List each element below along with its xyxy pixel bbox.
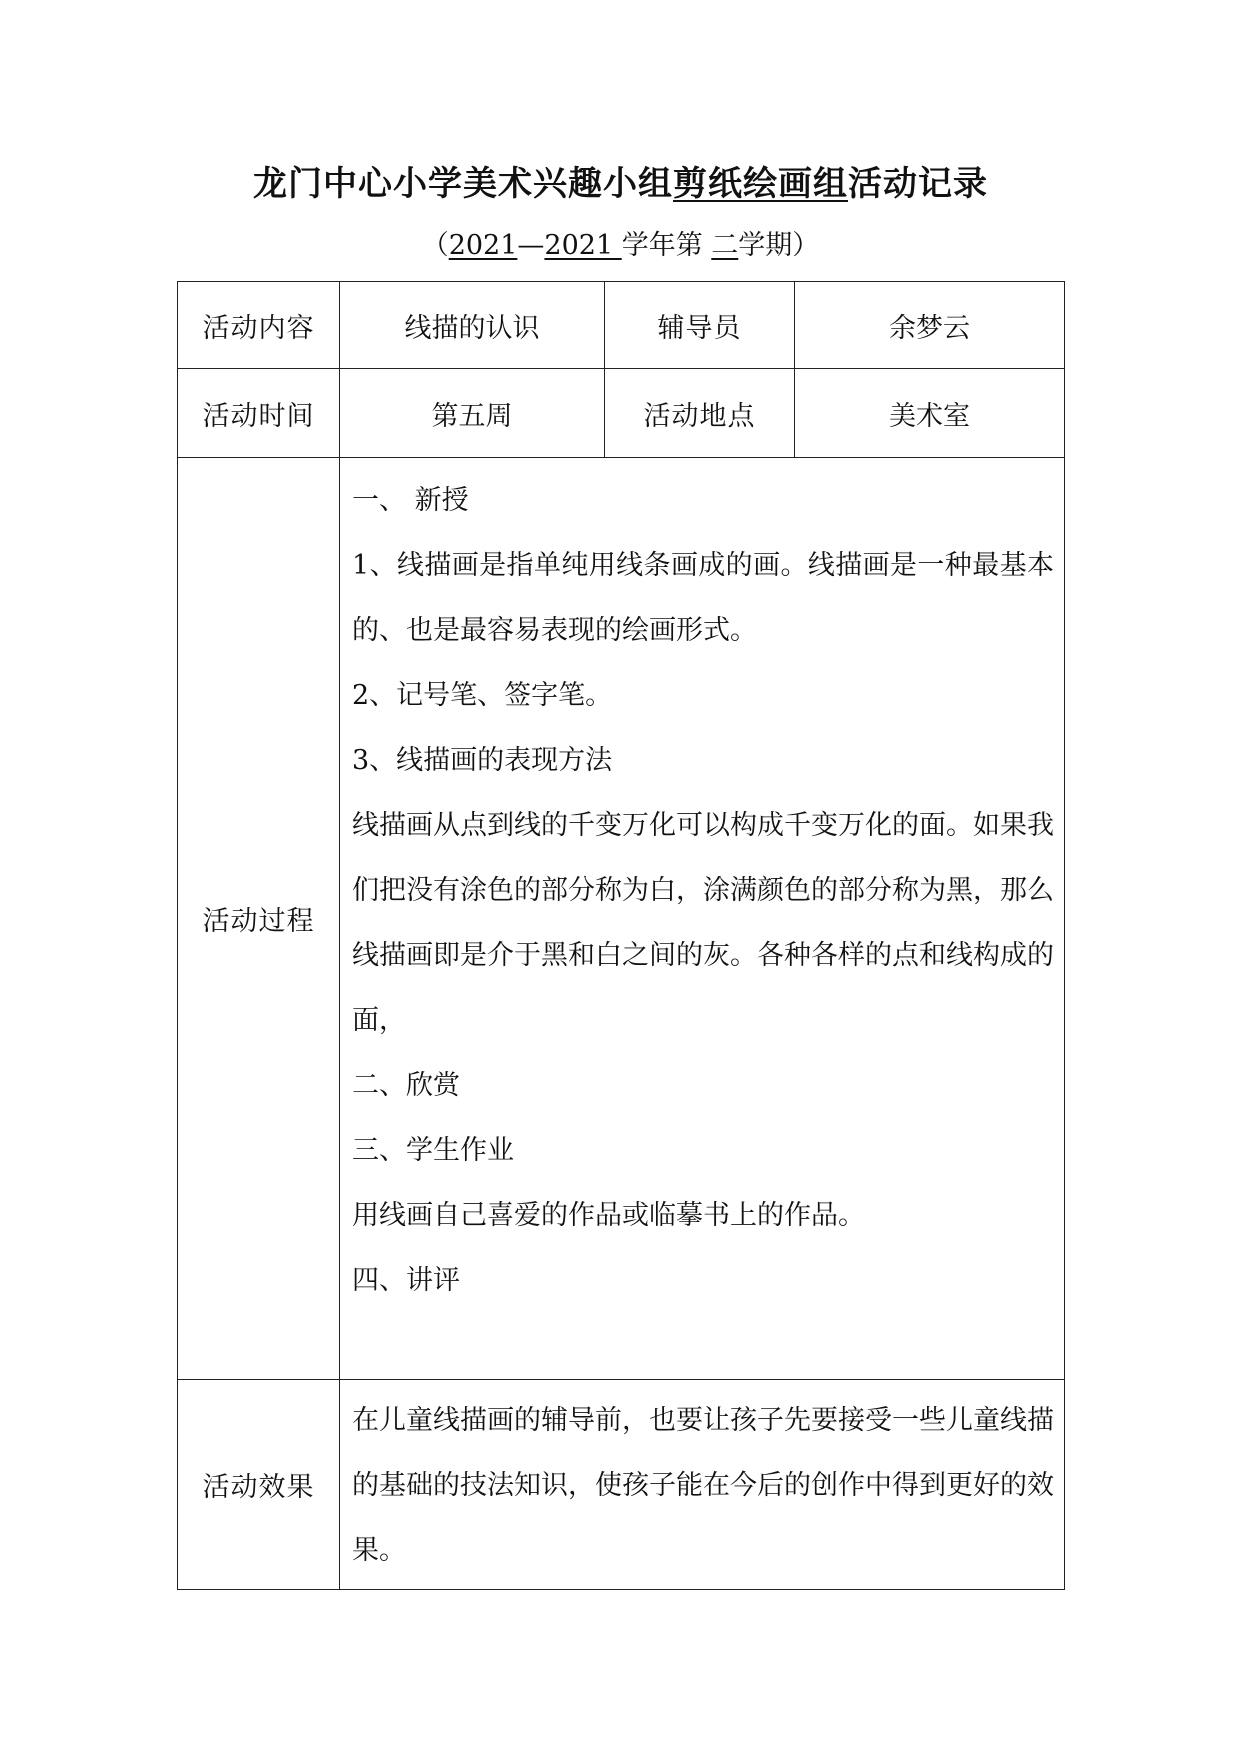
activity-effect-text: 在儿童线描画的辅导前，也要让孩子先要接受一些儿童线描的基础的技法知识，使孩子能在今后的创作中得到更好的效果。 [352, 1405, 1054, 1566]
table-row-content [178, 282, 1065, 369]
term-number: 二 [711, 230, 739, 261]
subtitle-open: （ [421, 230, 449, 261]
instructor-label: 辅导员 [605, 282, 795, 369]
activity-location-label: 活动地点 [605, 369, 795, 458]
school-year-line [0, 228, 1241, 264]
process-line: 三、学生作业 [352, 1135, 514, 1166]
process-line: 四、讲评 [352, 1265, 460, 1296]
table-row-effect [178, 1380, 1065, 1590]
activity-effect-label: 活动效果 [178, 1380, 340, 1590]
subtitle-close: 学期） [738, 230, 820, 261]
activity-content-label: 活动内容 [178, 282, 340, 369]
process-line: 线描画从点到线的千变万化可以构成千变万化的面。如果我们把没有涂色的部分称为白，涂满颜色的部分称为黑，那么线描画即是介于黑和白之间的灰。各种各样的点和线构成的面， [352, 810, 1054, 1036]
title-suffix: 活动记录 [848, 164, 988, 204]
title-group-name: 剪纸绘画组 [673, 164, 848, 204]
process-line: 1、线描画是指单纯用线条画成的画。线描画是一种最基本的、也是最容易表现的绘画形式。 [352, 550, 1054, 646]
subtitle-mid: 学年第 [621, 230, 712, 261]
instructor-value: 余梦云 [795, 282, 1065, 369]
process-line: 用线画自己喜爱的作品或临摹书上的作品。 [352, 1200, 865, 1231]
activity-process-label: 活动过程 [178, 458, 340, 1380]
process-line: 一、 新授 [352, 485, 469, 516]
document-title [0, 162, 1241, 206]
activity-content-value: 线描的认识 [340, 282, 605, 369]
activity-record-table [177, 281, 1065, 1590]
year-start: 2021 [448, 230, 518, 261]
activity-time-label: 活动时间 [178, 369, 340, 458]
activity-process-cell [340, 458, 1065, 1380]
activity-effect-cell [340, 1380, 1065, 1590]
table-row-process [178, 458, 1065, 1380]
activity-location-value: 美术室 [795, 369, 1065, 458]
activity-process-text [340, 458, 1064, 1313]
table-row-time [178, 369, 1065, 458]
year-end: 2021 [544, 230, 622, 261]
process-line: 2、记号笔、签字笔。 [352, 680, 613, 711]
year-dash: — [517, 230, 545, 261]
title-prefix: 龙门中心小学美术兴趣小组 [253, 164, 673, 204]
process-line: 3、线描画的表现方法 [352, 745, 613, 776]
process-line: 二、欣赏 [352, 1070, 460, 1101]
activity-time-value: 第五周 [340, 369, 605, 458]
